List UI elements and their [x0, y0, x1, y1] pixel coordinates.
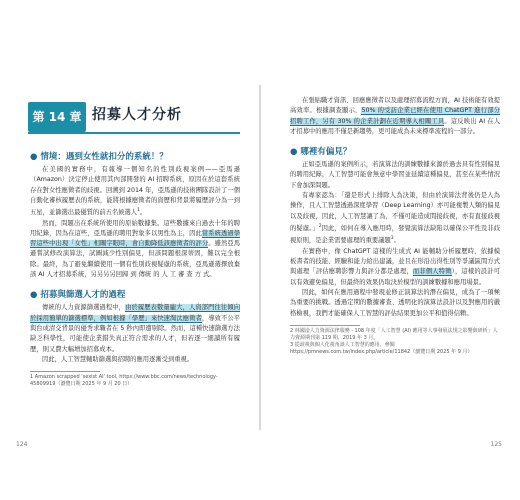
paragraph-text: 。	[139, 209, 147, 217]
chapter-title: 招募人才分析	[92, 107, 182, 123]
footnote-ref: 2	[318, 223, 322, 229]
footnote-1: 1 Amazon scrapped 'sexist AI' tool, https://www.bbc.com/news/technology-45809919（瀏覽日期 2025 年 9 月 20 日）	[30, 374, 218, 388]
paragraph-practice	[290, 247, 500, 288]
footnote-2: 2 林國淦人力資源法律服務 · 108 年度「人工智慧 (AI) 應用等人事發展法規之影響與研析」人力資源期刊第 119 期，2019 年 3 月。	[290, 327, 498, 341]
footnote-rule	[290, 325, 360, 326]
right-page	[270, 88, 508, 448]
highlighted-text: 而非個人特徵	[412, 268, 452, 276]
page-number-left: 124	[16, 441, 28, 448]
paragraph-expert-view	[290, 191, 500, 247]
page-number-right: 125	[490, 441, 502, 448]
section-heading-recruitment: ● 招募與篩選人才的過程	[30, 290, 126, 301]
paragraph-text: 。	[393, 237, 400, 245]
paragraph-amazon-case	[30, 165, 240, 219]
section-heading-scenario: ● 情境：遇到女性就扣分的系統！？	[30, 152, 168, 162]
paragraph-text: 。雖然亞馬遜嘗試修改演算法，試圖減少性別偏見，但該問題根深蒂固，難以完全根除。最終，為了避免繼續使用一個有性別歧視疑慮的系統，亞馬遜選擇放棄該 AI 人才招募系統，另另另另回歸 到 傳統 的 人 工 審 查 方 式。	[30, 240, 241, 279]
paragraph-text: 然而，問題出在系統所使用的原始數據集。這些數據來自過去十年的聘用紀錄，因為在這些，亞馬遜的聘用對象多以男性為主，因此	[30, 219, 240, 237]
book-gutter	[259, 85, 261, 430]
paragraph-text: 因此，如何在導入應用時，發覺演算法缺陷以確保公平性及非歧視原則，是企業需要處理的重要議題	[290, 225, 501, 245]
paragraph-traditional-screening	[30, 303, 240, 354]
section-heading-bias: ● 哪裡有偏見？	[290, 147, 352, 158]
paragraph-text: 。這反映出 AI 在人才招募中的應用不僅是新趨勢，更可能成為未來標準流程的一部分。	[290, 117, 500, 135]
paragraph-ai-assist: 因此，人工智慧輔助篩選與招聘的應用逐漸受到重視。	[42, 355, 194, 363]
paragraph-text: 傳統的人力資源篩選過程中，	[42, 304, 126, 312]
highlighted-text: 由於履歷表數量龐大，人資部門往往傾向於採用簡單的篩選標準，例如根據「學歷」來快速淘汰應徵者	[30, 304, 241, 322]
paragraph-conclusion: 因此，如何在應用過程中發現並修正演算法的潛在偏見，成為了一項極為重要的挑戰。透過定期的數據審查、透明化的演算法設計以及對應用的嚴格檢視，我們才能確保人工智慧的評估結果更加公平和值得信賴。	[290, 288, 500, 317]
paragraph-text: ，導致不公平與台成清交背景的優秀求職者在 5 秒內即遭剔除。然而，這種快速篩選方法缺乏科學性，可能使企業錯失真正符合需求的人才，但若逐一細讀所有履歷，則又費大幅增加招募成本。	[30, 314, 241, 353]
paragraph-text: 在張貼職才資訊、回應應徵者以及處理招募流程方面，AI 技術能有效提高效率。根據調查顯示，	[290, 97, 500, 115]
chapter-badge: 第 14 章	[28, 102, 86, 132]
left-page	[10, 88, 248, 448]
footnote-3: 3 從歧視與個人化視角談人工智慧的應用，參閱 https://pmnews.com.tw/index.php/article/11842（瀏覽日期 2025 年 9 月）	[290, 341, 473, 355]
paragraph-chatgpt-adoption	[290, 96, 500, 137]
footnote-ref: 1	[137, 208, 140, 214]
chapter-rule	[28, 132, 240, 134]
footnote-ref: 3	[390, 236, 394, 242]
highlighted-text: 當系統透過學習這些中出現「女性」相關字眼時，會自動降低該應徵者的評分	[30, 229, 241, 248]
paragraph-text: 有專家認為：「還是形式上排除人為決策，但由於演算法背後仍是人為操作，且人工智慧透過深度學習（Deep Learning）亦可能複製人類的偏見以及歧視，因此，人工智慧讓了為，不僅可能造成間接歧視，亦有直接歧視的疑慮。」	[290, 192, 500, 233]
paragraph-text: 在美國的實務中，有報導一個知名的性別歧視案例——亞馬遜（Amazon）決定停止使用其內部開發的 AI 招聘系統，原因在於這套系統存在對女性應徵者的歧視。回溯到 2014 年，亞馬遜的技術團隊設計了一個自動化審核履歷表的系統，能將根據應徵者的資歷和背景將履歷評分為一到五星，並篩選出最優質的前五名候選人	[30, 166, 240, 217]
chapter-header	[10, 102, 248, 142]
paragraph-text: ），這樣的設計可以有效避免偏見，但最終的效果仍取決於模型的訓練數據和應用場景。	[290, 268, 501, 286]
paragraph-bias-source: 正如亞馬遜的案例所示，若演算法的訓練數據來源於過去具有性別偏見的聘用紀錄，人工智慧可能會無意中學習並延續這種偏見，甚至在某些情況下會加深問題。	[290, 161, 500, 189]
footnote-rule	[30, 371, 100, 372]
highlighted-text: 50% 的受訪企業已經在使用 ChatGPT 進行部分招聘工作，另有 30% 的企業計劃在近期導入相關工具	[290, 107, 500, 125]
paragraph-dataset-problem	[30, 219, 240, 281]
paragraph-text: 在實務中，像 ChatGPT 這樣的生成式 AI 能輔助分析履歷時，依據模板書者的技能、經驗和能力給出建議，並且在形沿出得性別等爭議區間方式與處理「評估應聘影響力與評分都是處理，	[290, 247, 500, 276]
